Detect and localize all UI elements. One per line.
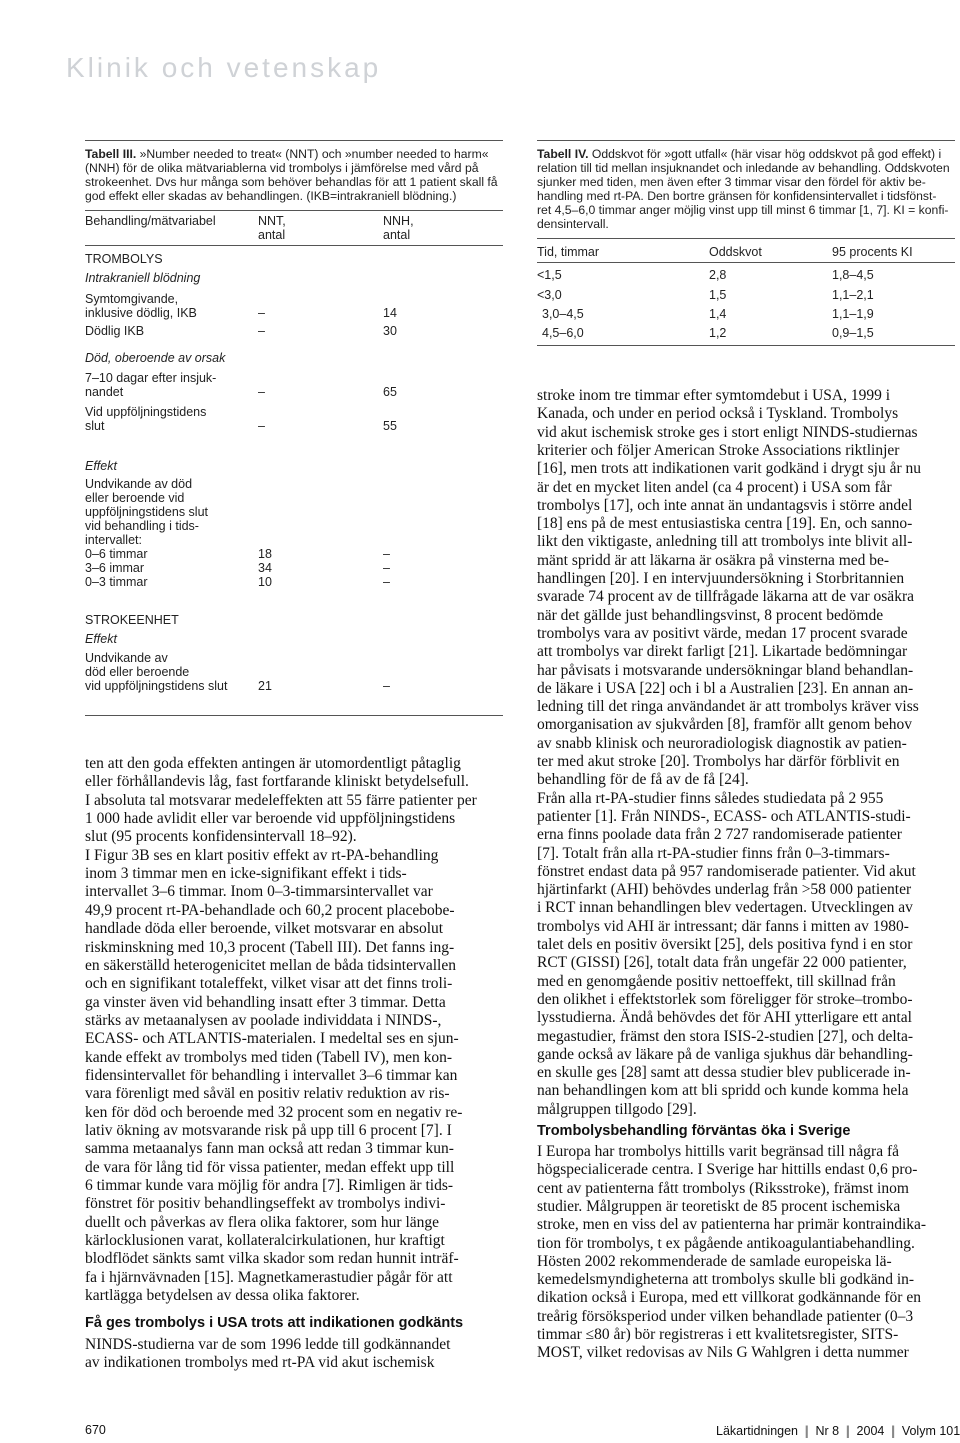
left-column-text-line: av indikationen trombolys med rt-PA vid akut ischemisk [85, 1353, 435, 1371]
left-column-text-line: handlade döda eller beroende, vilket motsvarar en absolut [85, 920, 444, 938]
table-iv-cell: 1,8–4,5 [832, 268, 874, 282]
table-iii-row-label: eller beroende vid [85, 491, 185, 505]
right-column-text-line: svarade 74 procent av de tillfrågade läkarna att de var osäkra [537, 588, 914, 606]
nnh-value: 55 [383, 419, 397, 433]
column-header-variable: Behandling/mätvariabel [85, 214, 216, 228]
right-column-text-line: likt den viktigaste, anledning till att trombolys inte blivit all- [537, 533, 913, 551]
table-iv-cell: 0,9–1,5 [832, 326, 874, 340]
table-iii-row-label: Effekt [85, 632, 117, 646]
left-column-text-line: fa i hjärnvävnaden [15]. Magnetkamerastudier pågår för att [85, 1268, 453, 1286]
left-column-text-line: 49,9 procent rt-PA-behandlade och 60,2 procent placebobe- [85, 901, 455, 919]
year: 2004 [856, 1424, 885, 1438]
table-iv-bottom-rule [537, 345, 955, 346]
table-iii-top-rule [85, 140, 503, 141]
table-iv-cell: 1,4 [709, 307, 727, 321]
left-column-text-line: de vara för lång tid för vissa patienter, medan effekt upp till [85, 1158, 455, 1176]
right-column-text-line: kriterier och följer American Stroke Associations riktlinjer [537, 441, 900, 459]
left-column-text-line: kande effekt av trombolys med tiden (Tabell IV), men kon- [85, 1048, 453, 1066]
table-iii-caption-text: »Number needed to treat« (NNT) och »number needed to harm« [136, 147, 489, 161]
table-iv-cell: 1,1–2,1 [832, 288, 874, 302]
table-iv-caption-line [537, 217, 609, 231]
table-iv-caption-line [537, 147, 941, 161]
right-column-text-line: stroke inom tre timmar efter symtomdebut i USA, 1999 i [537, 387, 891, 404]
right-column-text-line: gande också av läkare på de vanliga sjukhus där behandling- [537, 1045, 913, 1063]
nnt-value: – [258, 419, 265, 433]
table-iv-top-rule [537, 140, 955, 141]
table-iv-header-rule [537, 238, 955, 239]
table-iii-row-label: Vid uppföljningstidens [85, 405, 207, 419]
nnh-value: 30 [383, 324, 397, 338]
table-iii-subheader-rule [85, 245, 503, 246]
left-column-text-line: lativ ökning av motsvarande risk på upp till 6 procent [7]. I [85, 1122, 452, 1139]
left-column-text-line: ken för död och beroende med 32 procent som en negativ re- [85, 1103, 463, 1121]
table-iii-row-label: vid uppföljningstidens slut [85, 679, 228, 693]
right-column-text-line: behandling för de få av de få [24]. [537, 771, 749, 789]
left-column-text-line: inom 3 timmar men en icke-signifikant effekt i tids- [85, 865, 407, 883]
left-column-text-line: samma metaanalys fann man också att redan 3 timmar kun- [85, 1140, 454, 1158]
nnh-value: – [383, 575, 390, 589]
table-iv-label: Tabell IV. [537, 147, 589, 161]
left-column-text-line: ga vinster även vid behandling insatt efter 3 timmar. Detta [85, 993, 446, 1011]
column-header-odds-ratio: Oddskvot [709, 245, 762, 259]
right-column-text-line: omorganisation av sjukvården [8], framför allt genom behov [537, 716, 913, 734]
right-column-text-line: de läkare i USA [22] och i bl a Australien [23]. En annan an- [537, 679, 914, 697]
table-iv-cell: <1,5 [537, 268, 562, 282]
right-column-text-line: trombolys vara av positivt värde, medan 17 procent svarade [537, 624, 908, 642]
right-column-text-line: cent av patienterna fått trombolys (Riksstroke), främst inom [537, 1179, 909, 1197]
table-iii-row-label: inklusive dödlig, IKB [85, 306, 197, 320]
nnt-value: 21 [258, 679, 272, 693]
left-column-text-line: vara förenligt med såväl en positiv relativ reduktion av ris- [85, 1085, 450, 1103]
left-column-text-line: slut (95 procents konfidensintervall 18–92). [85, 828, 357, 846]
left-column-text-line: kärlocklusionen varat, kollateralcirkulationen, hur kraftigt [85, 1232, 445, 1250]
table-iii-caption-text: god effekt eller skadas av behandlingen. (IKB=intrakraniell blödning.) [85, 189, 457, 203]
table-iii-caption-line [85, 147, 489, 161]
table-iv-caption-line [537, 203, 948, 217]
right-column-text-line: Kanada, och under en period också i Tyskland. Trombolys [537, 405, 899, 423]
left-column-text-line: ten att den goda effekten antingen är utomordentligt påtaglig [85, 755, 461, 772]
right-column-text-line: är det en mycket liten andel (ca 4 procent) i USA som får [537, 478, 892, 496]
right-column-text-line: trombolys [17], och inte annat än undantagsvis i större andel [537, 496, 913, 514]
right-column-text-line: [18] ens på de mest entusiastiska centra [19]. En, och sanno- [537, 515, 913, 533]
right-column-text-line: treårig försöksperiod under vilken behandlade patienter (0–3 [537, 1307, 914, 1325]
right-column-text-line: högspecialicerade centra. I Sverige har hittills endast 0,6 pro- [537, 1161, 918, 1179]
column-header-nnt-unit: antal [258, 228, 286, 242]
right-column-text-line: Hösten 2002 rekommenderade de samlade europeiska lä- [537, 1252, 892, 1270]
table-iv-caption-line [537, 161, 950, 175]
column-header-nnt: NNT, [258, 214, 286, 228]
right-column-text-line: mänt spridd är att läkarna är osäkra på vinsterna med be- [537, 551, 890, 569]
table-iv-cell: <3,0 [537, 288, 562, 302]
left-column-text-line: stärks av metaanalysen av poolade individdata i NINDS-, [85, 1011, 442, 1029]
nnt-value: – [258, 306, 265, 320]
section-header-band [0, 0, 960, 118]
right-column-text-line: handlingen [20]. I en intervjuundersökning i Storbritannien [537, 570, 905, 587]
right-column-text-line: fönstret endast data på 957 randomiserade patienter. Vid akut [537, 862, 916, 880]
left-column-text-line: riskminskning med 10,3 procent (Tabell III). Det fanns ing- [85, 938, 455, 956]
nnt-value: 18 [258, 547, 272, 561]
left-column-text-line: ECASS- och ATLANTIS-materialen. I medeltal ses en sjun- [85, 1030, 459, 1048]
left-column-text-line: intervallet 3–6 timmar. Inom 0–3-timmarsintervallet var [85, 883, 433, 901]
table-iii-row-label: uppföljningstidens slut [85, 505, 208, 519]
table-iii-row-label: vid behandling i tids- [85, 519, 199, 533]
left-column-text-line: 6 timmar kunde vara möjlig för andra [7]. Rimligen är tids- [85, 1177, 454, 1195]
right-column-text-line: tion för trombolys, t ex pågående antikoagulantiabehandling. [537, 1234, 915, 1252]
nnt-value: 10 [258, 575, 272, 589]
right-column-text-line: megastudier, främst den stora ISIS-2-studien [27], och delta- [537, 1027, 914, 1045]
left-column-text-line: fidensintervallet för behandling i intervallet 3–6 timmar kan [85, 1066, 458, 1084]
table-iii-header-rule [85, 210, 503, 211]
table-iii-caption-text: strokeenhet. Dvs hur många som behöver behandlas för att 1 patient skall få [85, 175, 498, 189]
nnt-value: 34 [258, 561, 272, 575]
table-iv-cell: 1,2 [709, 326, 727, 340]
table-iii-row-label: 0–6 timmar [85, 547, 148, 561]
right-column-text-line: Från alla rt-PA-studier finns således studiedata på 2 955 [537, 789, 884, 807]
right-column-text-line: studier. Målgruppen är teoretiskt de 85 procent ischemiska [537, 1197, 901, 1215]
journal-name: Läkartidningen [716, 1424, 799, 1438]
right-column-text-line: erna finns poolade data från 2 727 randomiserade patienter [537, 826, 902, 844]
right-column-text-line: hjärtinfarkt (AHI) behövdes underlag från >58 000 patienter [537, 881, 912, 899]
section-title: Klinik och vetenskap [66, 52, 382, 83]
table-iii-caption-line [85, 189, 456, 203]
table-iv-caption-line [537, 175, 926, 189]
table-iii-row-label: 3–6 immar [85, 561, 145, 575]
table-iv-cell: 1,1–1,9 [832, 307, 874, 321]
right-column-text-line: talet dels en positiv översikt [25], dels positiva fynd i en stor [537, 936, 913, 953]
table-iv-caption-line [537, 189, 936, 203]
left-column-text-line: NINDS-studierna var de som 1996 ledde till godkännandet [85, 1335, 451, 1353]
right-column-text-line: timmar ≤80 år) bör registreras i ett kvalitetsregister, SITS- [537, 1326, 899, 1343]
column-header-time: Tid, timmar [537, 245, 600, 259]
left-column-text-line: kartlägga betydelsen av dessa olika faktorer. [85, 1287, 360, 1305]
right-column-text-line: dikation också i Europa, med ett villkorat godkännande för en [537, 1289, 921, 1307]
right-column-text-line: RCT (GISSI) [26], totalt data från ungefär 22 000 patienter, [537, 954, 907, 972]
nnh-value: – [383, 679, 390, 693]
right-column-text-line: när det gällde just behandlingsvinst, 8 procent bedömde [537, 606, 884, 624]
table-iii-row-label: TROMBOLYS [85, 252, 163, 266]
right-column-text-line: i RCT innan behandlingen blev vedertagen. Utvecklingen av [537, 899, 913, 917]
table-iv-caption-text: ret 4,5–6,0 timmar anger möjlig vinst upp till minst 6 timmar [1, 7]. KI = konfi- [537, 203, 949, 217]
table-iv-caption-text: handling med rt-PA. Den bortre gränsen för konfidensintervallet i tidsfönst- [537, 189, 937, 203]
left-column-text-line: en säkerställd heterogenicitet mellan de båda tidsintervallen [85, 956, 456, 974]
table-iii-row-label: nandet [85, 385, 124, 399]
table-iv-caption-text: densintervall. [537, 217, 609, 231]
table-iv-caption-text: sjunker med tiden, men även efter 3 timmar visar den fördel för aktiv be- [537, 175, 926, 189]
table-iii-row-label: Effekt [85, 459, 117, 473]
issue-number: Nr 8 [815, 1424, 840, 1438]
right-column-text-line: MOST, vilket redovisas av Nils G Wahlgren i detta nummer [537, 1344, 909, 1362]
table-iii-row-label: STROKEENHET [85, 613, 179, 627]
table-iv-subheader-rule [537, 262, 955, 263]
left-column-text-line: fönstret för positiv behandlingseffekt av trombolys indivi- [85, 1195, 446, 1213]
table-iii-row-label: slut [85, 419, 105, 433]
nnh-value: – [383, 547, 390, 561]
nnh-value: – [383, 561, 390, 575]
right-column-text-line: [7]. Totalt från alla rt-PA-studier finns från 0–3-timmars- [537, 844, 890, 862]
right-column-text-line: ledning till det ringa användandet är att trombolys kräver viss [537, 698, 919, 716]
table-iii-caption-line [85, 175, 498, 189]
table-iii-row-label: Död, oberoende av orsak [85, 351, 226, 365]
right-column-text-line: trombolys vid AHI är intressant; där fanns i mitten av 1980- [537, 917, 909, 935]
right-column-text-line: I Europa har trombolys hittills varit begränsad till några få [537, 1143, 899, 1160]
table-iv-cell: 1,5 [709, 288, 727, 302]
right-column-text-line: nan behandlingen kom att bli spridd och kunde komma hela [537, 1082, 909, 1100]
table-iii-row-label: död eller beroende [85, 665, 190, 679]
left-column-text-line: eller förhållandevis låg, fast fortfarande kliniskt betydelsefull. [85, 773, 469, 791]
table-iv-cell: 3,0–4,5 [542, 307, 584, 321]
table-iii-row-label: 0–3 timmar [85, 575, 148, 589]
right-column-text-line: ter med akut stroke [20]. Trombolys har därför förblivit en [537, 753, 900, 770]
left-column-text-line: och en signifikant totaleffekt, vilket visar att det finns troli- [85, 975, 453, 993]
table-iii-row-label: Undvikande av [85, 651, 168, 665]
table-iv-caption-text: Oddskvot för »gott utfall« (här visar hög oddskvot på god effekt) i [588, 147, 942, 161]
table-iii-caption-line [85, 161, 479, 175]
left-column-text-line: 1 000 hade avlidit eller var beroende vid uppföljningstidens [85, 810, 456, 828]
left-column-text-line: I Figur 3B ses en klart positiv effekt av rt-PA-behandling [85, 846, 439, 864]
left-column-text-line: duellt och påverkas av flera olika faktorer, som hur länge [85, 1213, 440, 1231]
table-iii-row-label: intervallet: [85, 533, 142, 547]
column-header-ci: 95 procents KI [832, 245, 913, 259]
table-iii-row-label: Dödlig IKB [85, 324, 145, 338]
right-column-text-line: målgruppen tillgodo [29]. [537, 1100, 697, 1118]
right-column-text-line: kemedelsmyndigheterna att trombolys skulle bli godkänd in- [537, 1271, 915, 1289]
table-iii-row-label: 7–10 dagar efter insjuk- [85, 371, 217, 385]
table-iv-caption-text: relation till tid mellan insjuknandet och inledande av behandling. Oddskvoten [537, 161, 950, 175]
nnt-value: – [258, 324, 265, 338]
right-column-text-line: lysstudierna. Ändå behövdes det för AHI ytterligare ett antal [537, 1009, 912, 1027]
table-iii-label: Tabell III. [85, 147, 137, 161]
table-iii-row-label: Intrakraniell blödning [85, 271, 201, 285]
table-iii-bottom-rule [85, 715, 503, 716]
right-column-text-line: patienter [1]. Från NINDS-, ECASS- och ATLANTIS-studi- [537, 807, 911, 825]
right-column-text-line: en skulle ges [28] samt att dessa studier blev publicerade in- [537, 1064, 911, 1082]
right-column-text-line: har påvisats i motsvarande undersökningar bland behandlan- [537, 661, 914, 679]
table-iii-caption-text: (NNH) för de olika mätvariablerna vid trombolys i jämförelse med vård på [85, 161, 479, 175]
column-header-nnh: NNH, [383, 214, 414, 228]
right-column-text-line: av snabb klinisk och neuroradiologisk diagnostik av patien- [537, 734, 907, 752]
volume: Volym 101 [901, 1424, 960, 1438]
table-iii-row-label: Undvikande av död [85, 477, 193, 491]
left-column-text-line: I absoluta tal motsvarar medeleffekten att 55 färre patienter per [85, 791, 477, 809]
journal-info: Läkartidningen ❙ Nr 8 ❙ 2004 ❙ Volym 101 [716, 1424, 960, 1438]
right-column-text-line: [16], men trots att indikationen varit godkänd i drygt sju år nu [537, 460, 921, 478]
left-column-subheading: Få ges trombolys i USA trots att indikationen godkänts [85, 1314, 464, 1331]
right-column-text-line: att trombolys var direkt farligt [21]. Likartade bedömningar [537, 643, 908, 661]
nnh-value: 14 [383, 306, 397, 320]
left-column-text-line: blodflödet sänkts samt vilka skador som redan hunnit inträf- [85, 1250, 459, 1268]
right-column-text-line: den olikhet i effektstorlek som föreligger för stroke–trombo- [537, 990, 913, 1008]
nnh-value: 65 [383, 385, 397, 399]
nnt-value: – [258, 385, 265, 399]
table-iii-row-label: Symtomgivande, [85, 292, 179, 306]
table-iv-cell: 4,5–6,0 [542, 326, 584, 340]
right-column-text-line: vid akut ischemisk stroke ges i stort enligt NINDS-studiernas [537, 423, 918, 441]
column-header-nnh-unit: antal [383, 228, 411, 242]
table-iv-cell: 2,8 [709, 268, 727, 282]
page-number: 670 [85, 1423, 106, 1437]
right-column-text-line: stroke, men en viss del av patienterna har primär kontraindika- [537, 1216, 927, 1234]
right-column-subheading: Trombolysbehandling förväntas öka i Sverige [537, 1123, 851, 1139]
right-column-text-line: med en genomgående positiv nettoeffekt, till skillnad från [537, 972, 896, 990]
